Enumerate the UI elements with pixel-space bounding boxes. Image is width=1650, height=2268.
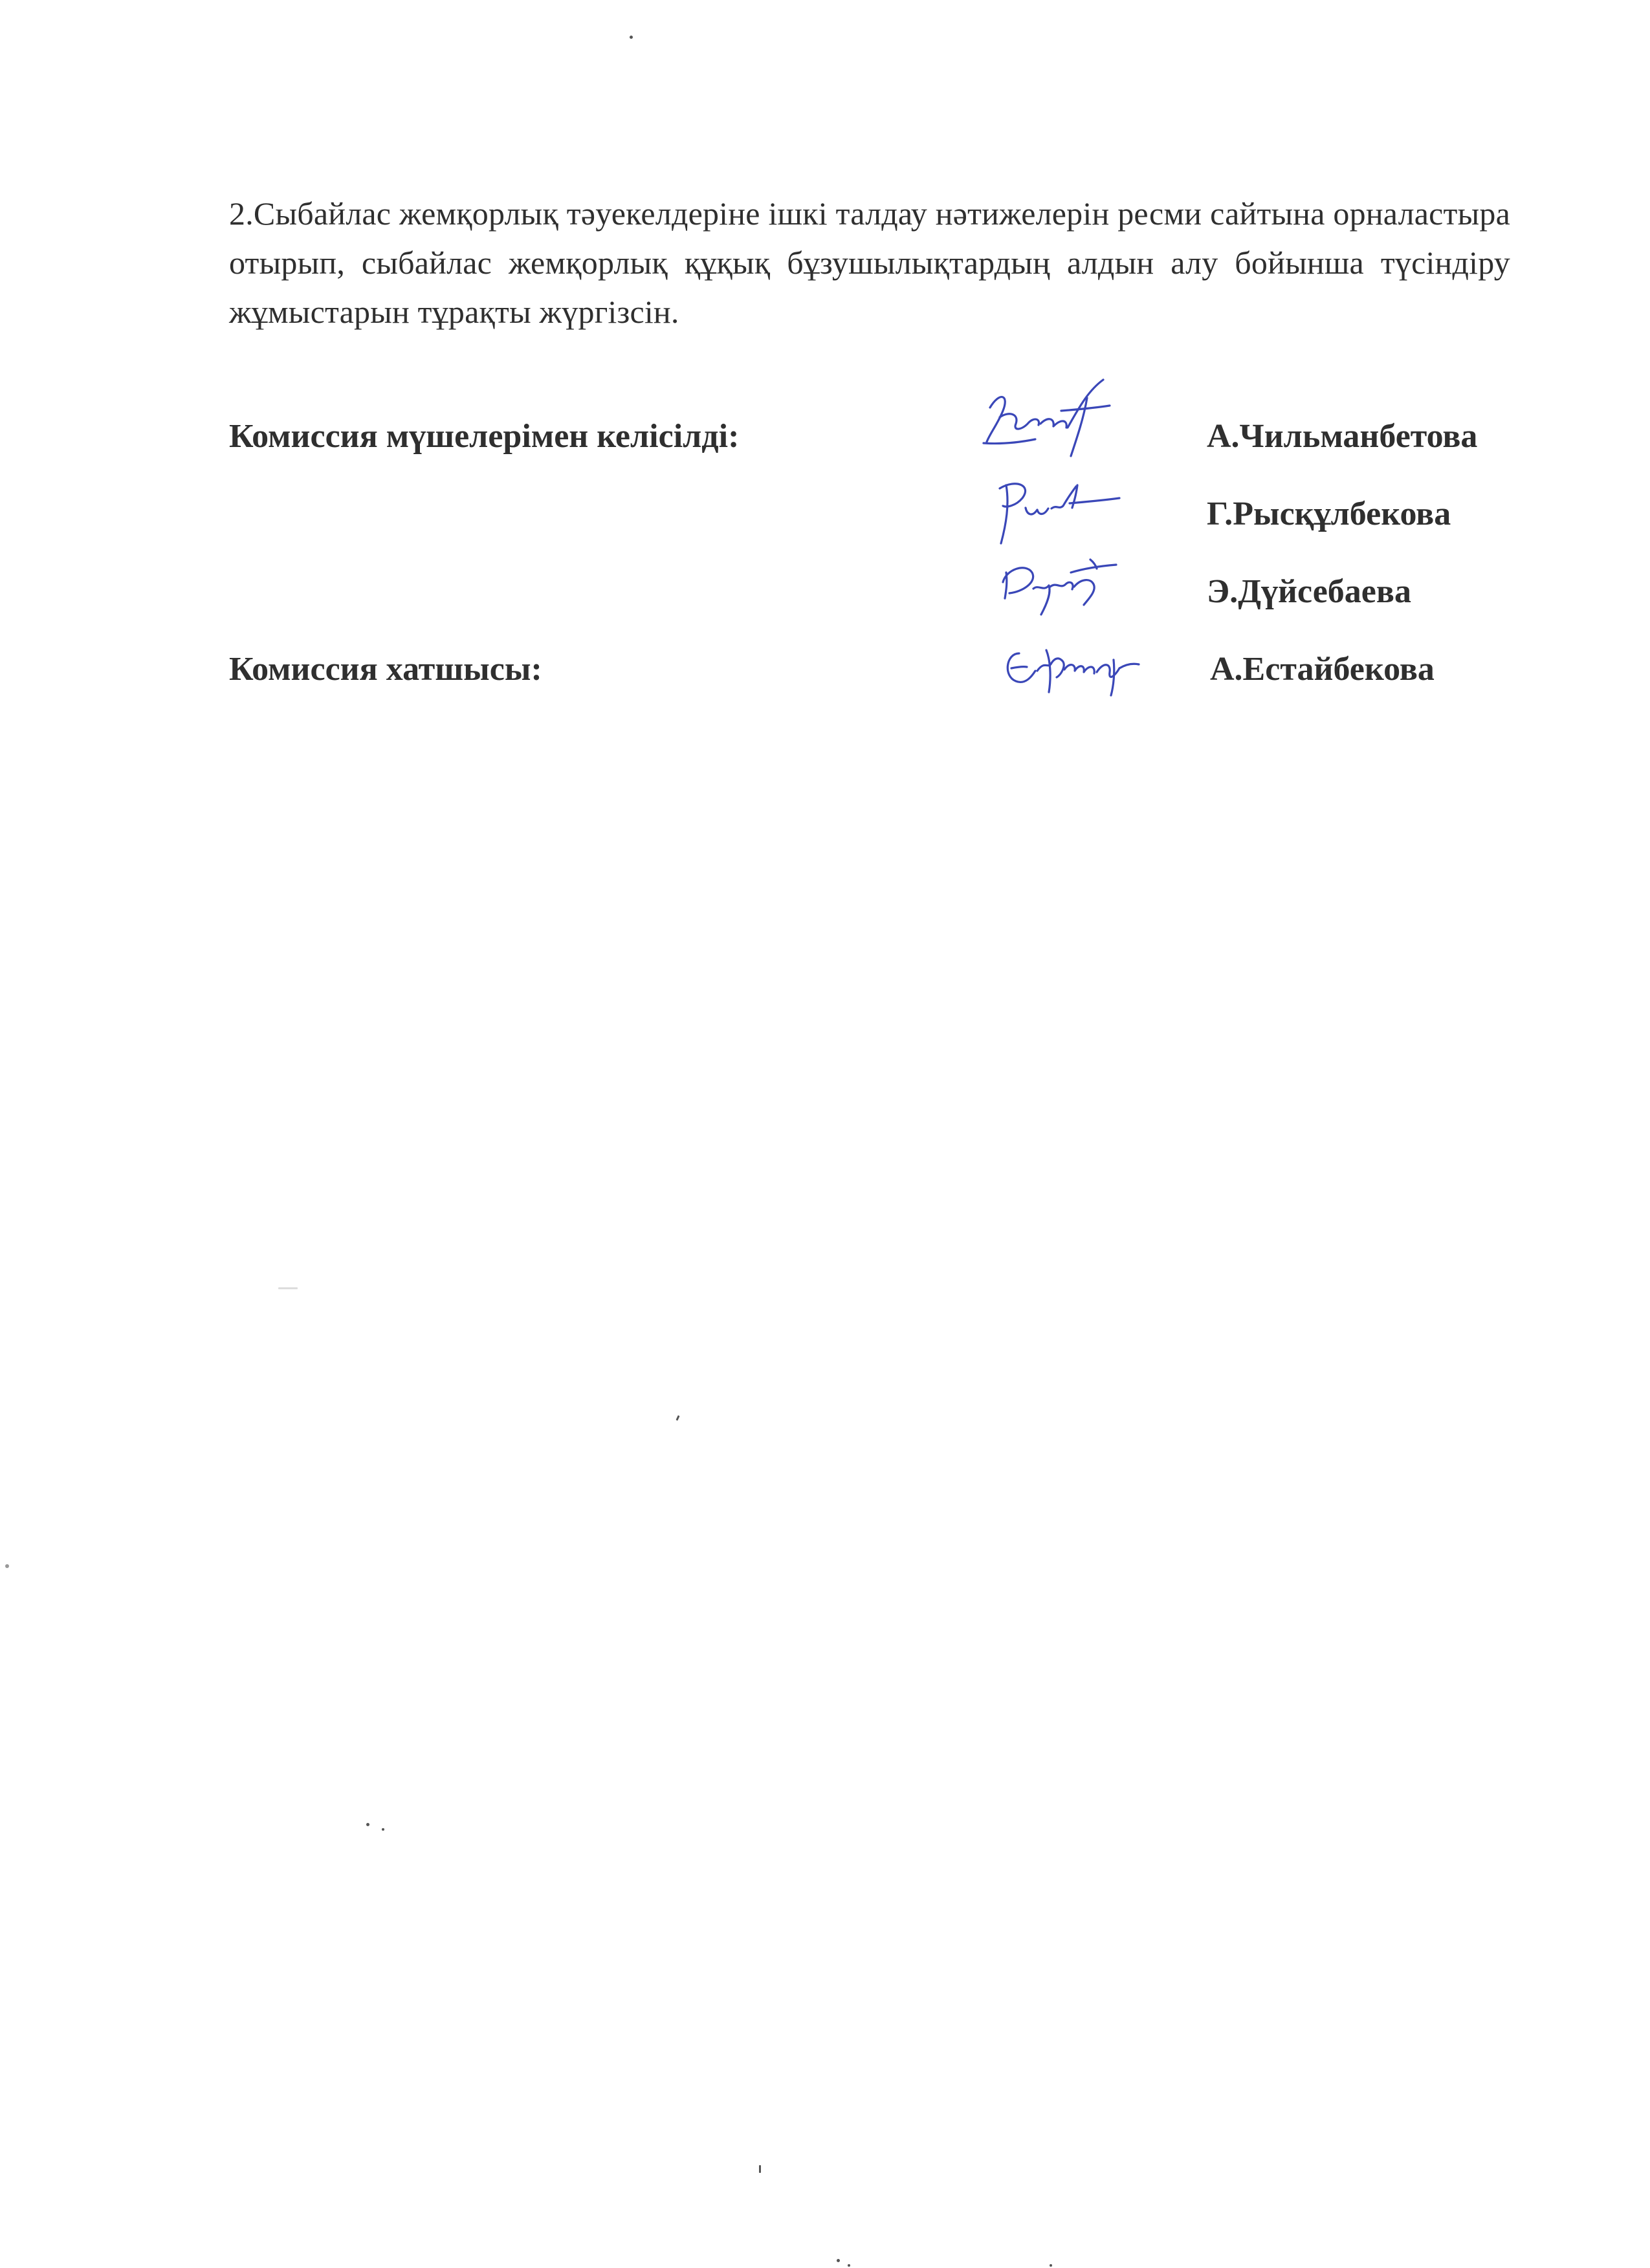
- scan-speck: [278, 1287, 298, 1289]
- scan-speck: [848, 2264, 850, 2267]
- scan-speck: [5, 1564, 9, 1568]
- scan-speck: [1050, 2264, 1052, 2267]
- signature-secretary: [987, 631, 1155, 702]
- signature-member-2: [987, 472, 1136, 550]
- secretary-label: Комиссия хатшысы:: [229, 651, 542, 688]
- scan-speck: [759, 2165, 761, 2173]
- signature-member-3: [987, 553, 1136, 624]
- signature-member-1: [964, 372, 1126, 469]
- scan-speck: [676, 1415, 679, 1421]
- member-name-3: Э.Дүйсебаева: [1207, 573, 1411, 610]
- scan-speck: [630, 36, 633, 39]
- scan-speck: [382, 1828, 384, 1831]
- decision-paragraph: 2.Сыбайлас жемқорлық тәуекелдеріне ішкі талдау нәтижелерін ресми сайтына орналастыра отырып, сыбайлас жемқорлық құқық бұзушылықтардың алдын алу бойынша түсіндіру жұмыстарын тұрақты жүргізсін.: [229, 195, 1510, 330]
- secretary-name: А.Естайбекова: [1210, 651, 1435, 688]
- scan-speck: [837, 2259, 840, 2262]
- scan-speck: [366, 1823, 369, 1826]
- members-agreed-label: Комиссия мүшелерімен келісілді:: [229, 418, 740, 455]
- member-name-1: А.Чильманбетова: [1207, 418, 1478, 455]
- member-name-2: Г.Рысқұлбекова: [1207, 496, 1451, 532]
